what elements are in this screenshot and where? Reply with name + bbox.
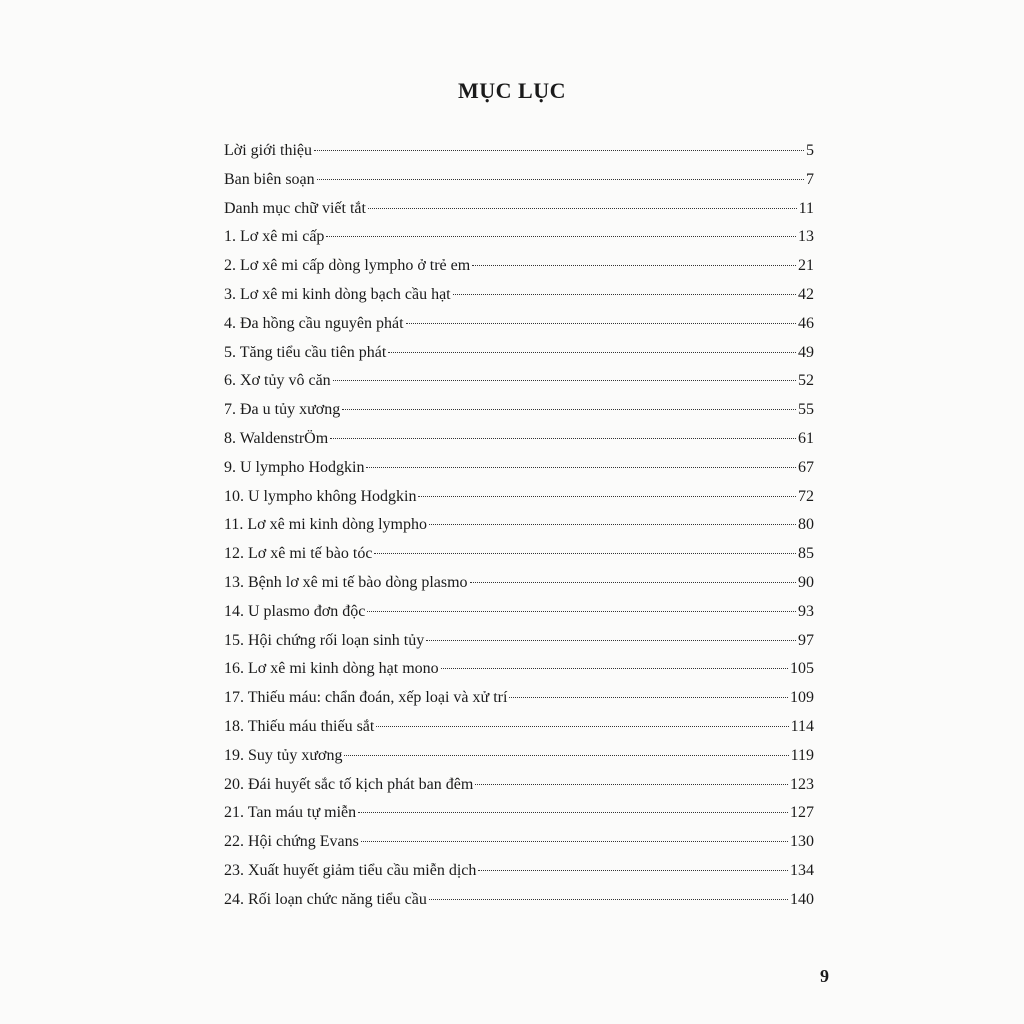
toc-entry bbox=[224, 511, 814, 540]
toc-entry-page: 42 bbox=[798, 285, 814, 303]
dot-leader bbox=[317, 179, 804, 180]
toc-entry-page: 140 bbox=[790, 890, 814, 908]
dot-leader bbox=[314, 150, 804, 151]
dot-leader bbox=[342, 409, 796, 410]
toc-entry-label: 4. Đa hồng cầu nguyên phát bbox=[224, 314, 404, 332]
dot-leader bbox=[478, 870, 788, 871]
toc-entry-page: 67 bbox=[798, 458, 814, 476]
toc-entry-page: 127 bbox=[790, 804, 814, 822]
toc-entry-label: 9. U lympho Hodgkin bbox=[224, 458, 365, 476]
toc-entry-label: 22. Hội chứng Evans bbox=[224, 833, 359, 851]
toc-entry-page: 49 bbox=[798, 343, 814, 361]
toc-entry bbox=[224, 742, 814, 771]
toc-entry-page: 123 bbox=[790, 775, 814, 793]
toc-entry bbox=[224, 713, 814, 742]
toc-entry bbox=[224, 569, 814, 598]
dot-leader bbox=[429, 899, 788, 900]
toc-entry-label: 1. Lơ xê mi cấp bbox=[224, 228, 325, 246]
toc-entry-label: Lời giới thiệu bbox=[224, 142, 313, 159]
toc-entry-page: 109 bbox=[790, 689, 814, 707]
toc-entry-label: 14. U plasmo đơn độc bbox=[224, 602, 366, 620]
toc-entry-label: 24. Rối loạn chức năng tiểu cầu bbox=[224, 890, 427, 908]
toc-entry bbox=[224, 454, 814, 483]
toc-entry bbox=[224, 195, 814, 224]
toc-entry-label: 10. U lympho không Hodgkin bbox=[224, 487, 417, 505]
dot-leader bbox=[330, 438, 796, 439]
dot-leader bbox=[358, 812, 788, 813]
toc-entry bbox=[224, 886, 814, 915]
toc-entry bbox=[224, 367, 814, 396]
dot-leader bbox=[470, 582, 796, 583]
toc-entry-label: 21. Tan máu tự miễn bbox=[224, 804, 357, 822]
toc-entry-label: 8. WaldenstrÖm bbox=[224, 429, 329, 447]
dot-leader bbox=[472, 265, 796, 266]
toc-entry-page: 80 bbox=[798, 516, 814, 534]
dot-leader bbox=[453, 294, 796, 295]
toc-entry bbox=[224, 857, 814, 886]
toc-entry-page: 114 bbox=[790, 717, 814, 735]
toc-entry-page: 72 bbox=[798, 487, 814, 505]
toc-entry bbox=[224, 252, 814, 281]
dot-leader bbox=[429, 524, 796, 525]
toc-entry-page: 55 bbox=[798, 401, 814, 419]
toc-entry bbox=[224, 166, 814, 195]
toc-entry-page: 5 bbox=[806, 142, 814, 159]
toc-entry-label: 7. Đa u tủy xương bbox=[224, 401, 341, 419]
dot-leader bbox=[361, 841, 788, 842]
toc-entry bbox=[224, 281, 814, 310]
toc-entry-page: 134 bbox=[790, 861, 814, 879]
toc-entry-label: 2. Lơ xê mi cấp dòng lympho ở trẻ em bbox=[224, 257, 471, 275]
toc-entry bbox=[224, 799, 814, 828]
toc-entry bbox=[224, 310, 814, 339]
toc-entry-page: 85 bbox=[798, 545, 814, 563]
toc-entry-label: 23. Xuất huyết giảm tiểu cầu miễn dịch bbox=[224, 861, 477, 879]
toc-entry bbox=[224, 483, 814, 512]
dot-leader bbox=[418, 496, 796, 497]
toc-entry-page: 119 bbox=[790, 746, 814, 764]
dot-leader bbox=[367, 611, 796, 612]
toc-entry-page: 11 bbox=[798, 199, 814, 217]
toc-entry bbox=[224, 425, 814, 454]
toc-entry-page: 52 bbox=[798, 372, 814, 390]
page-number: 9 bbox=[820, 966, 829, 986]
toc-entry bbox=[224, 598, 814, 627]
toc-entry bbox=[224, 771, 814, 800]
toc-entry bbox=[224, 540, 814, 569]
toc-entry bbox=[224, 655, 814, 684]
dot-leader bbox=[333, 380, 796, 381]
toc-entry-page: 130 bbox=[790, 833, 814, 851]
toc-entry bbox=[224, 684, 814, 713]
dot-leader bbox=[344, 755, 788, 756]
table-of-contents bbox=[224, 137, 814, 915]
page-title: MỤC LỤC bbox=[458, 78, 566, 103]
toc-entry-page: 105 bbox=[790, 660, 814, 678]
toc-entry-label: 17. Thiếu máu: chẩn đoán, xếp loại và xử trí bbox=[224, 689, 508, 707]
toc-entry-label: 6. Xơ tủy vô căn bbox=[224, 372, 331, 390]
toc-entry-label: 16. Lơ xê mi kinh dòng hạt mono bbox=[224, 660, 439, 678]
dot-leader bbox=[441, 668, 788, 669]
toc-entry-label: 12. Lơ xê mi tế bào tóc bbox=[224, 545, 373, 563]
dot-leader bbox=[406, 323, 796, 324]
toc-entry bbox=[224, 828, 814, 857]
toc-entry-label: Ban biên soạn bbox=[224, 170, 315, 188]
dot-leader bbox=[374, 553, 796, 554]
toc-entry-label: 5. Tăng tiểu cầu tiên phát bbox=[224, 343, 387, 361]
dot-leader bbox=[426, 640, 796, 641]
toc-entry-label: 11. Lơ xê mi kinh dòng lympho bbox=[224, 516, 427, 534]
toc-entry-page: 93 bbox=[798, 602, 814, 620]
dot-leader bbox=[366, 467, 796, 468]
toc-entry-page: 97 bbox=[798, 631, 814, 649]
dot-leader bbox=[368, 208, 797, 209]
toc-entry-label: 3. Lơ xê mi kinh dòng bạch cầu hạt bbox=[224, 285, 451, 303]
toc-entry-label: 20. Đái huyết sắc tố kịch phát ban đêm bbox=[224, 775, 474, 793]
toc-entry-page: 21 bbox=[798, 257, 814, 275]
toc-entry bbox=[224, 223, 814, 252]
dot-leader bbox=[388, 352, 796, 353]
toc-entry bbox=[224, 627, 814, 656]
toc-entry-page: 46 bbox=[798, 314, 814, 332]
toc-entry-page: 90 bbox=[798, 573, 814, 591]
toc-entry-label: 18. Thiếu máu thiếu sắt bbox=[224, 717, 375, 735]
dot-leader bbox=[509, 697, 788, 698]
toc-entry-label: 15. Hội chứng rối loạn sinh tủy bbox=[224, 631, 425, 649]
toc-entry-page: 13 bbox=[798, 228, 814, 246]
dot-leader bbox=[326, 236, 796, 237]
toc-entry-label: 13. Bệnh lơ xê mi tế bào dòng plasmo bbox=[224, 573, 468, 591]
toc-entry-page: 7 bbox=[806, 170, 814, 188]
toc-entry-page: 61 bbox=[798, 429, 814, 447]
dot-leader bbox=[475, 784, 788, 785]
toc-entry bbox=[224, 396, 814, 425]
toc-entry-label: 19. Suy tủy xương bbox=[224, 746, 343, 764]
toc-entry bbox=[224, 339, 814, 368]
dot-leader bbox=[376, 726, 788, 727]
toc-entry bbox=[224, 137, 814, 166]
toc-entry-label: Danh mục chữ viết tắt bbox=[224, 199, 366, 217]
